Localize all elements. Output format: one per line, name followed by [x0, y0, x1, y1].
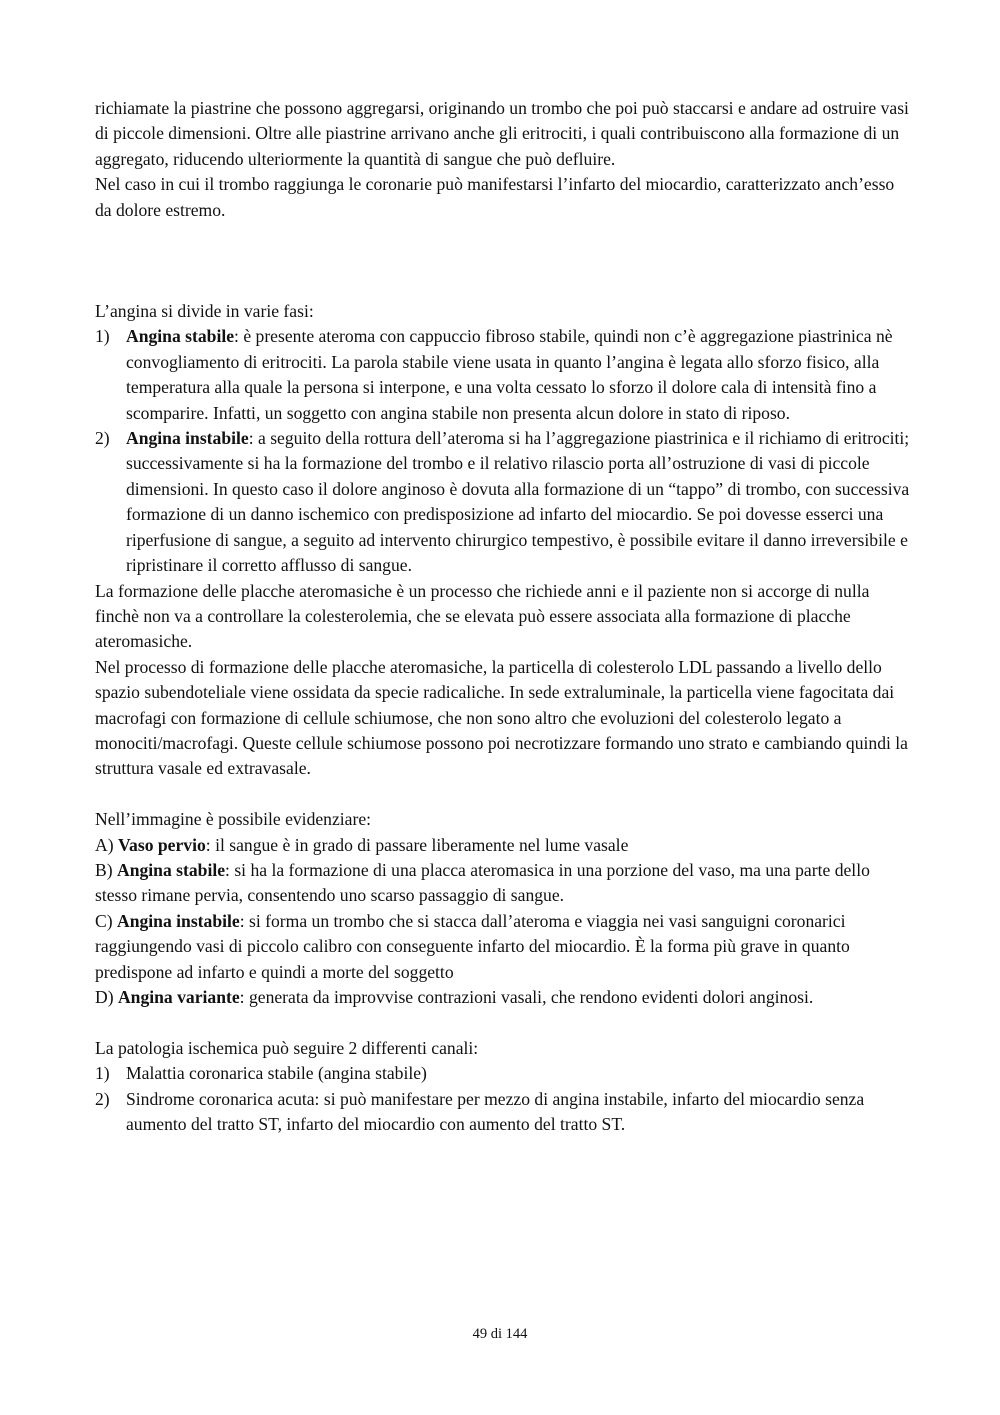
note-letter: B) — [95, 859, 117, 880]
pathology-heading: La patologia ischemica può seguire 2 differenti canali: — [95, 1037, 479, 1058]
list-number: 2) — [95, 1088, 110, 1109]
list-item — [95, 426, 910, 578]
note-term: Angina stabile — [117, 859, 226, 880]
image-note-d — [95, 985, 910, 1010]
intro-paragraph-1: richiamate la piastrine che possono aggregarsi, originando un trombo che poi può staccarsi e andare ad ostruire vasi di piccole dimensioni. Oltre alle piastrine arrivano anche gli eritrociti, i quali contribuiscono alla formazione di un aggregato, riducendo ulteriormente la quantità di sangue che può defluire. — [95, 98, 909, 169]
pathology-list — [95, 1061, 910, 1137]
term-angina-stabile: Angina stabile — [126, 326, 235, 347]
image-note-b — [95, 858, 910, 909]
plaques-paragraph-1: La formazione delle placche ateromasiche è un processo che richiede anni e il paziente non si accorge di nulla finchè non va a controllare la colesterolemia, che se elevata può essere associata alla formazione di placche ateromasiche. — [95, 580, 870, 652]
intro-paragraph-2: Nel caso in cui il trombo raggiunga le coronarie può manifestarsi l’infarto del miocardio, caratterizzato anch’esso da dolore estremo. — [95, 174, 895, 220]
note-text: : si forma un trombo che si stacca dall’ateroma e viaggia nei vasi sanguigni coronarici raggiungendo vasi di piccolo calibro con conseguente infarto del miocardio. È la forma più grave in quanto predispone ad infarto e quindi a morte del soggetto — [95, 910, 850, 982]
note-text: : generata da improvvise contrazioni vasali, che rendono evidenti dolori anginosi. — [239, 986, 814, 1007]
image-notes-heading: Nell’immagine è possibile evidenziare: — [95, 809, 372, 830]
spacer — [95, 1010, 910, 1035]
list-item — [95, 324, 910, 426]
list-item — [95, 1087, 910, 1138]
list-item — [95, 1061, 910, 1086]
spacer — [95, 782, 910, 807]
list-item-text: Sindrome coronarica acuta: si può manifestare per mezzo di angina instabile, infarto del miocardio senza aumento del tratto ST, infarto del miocardio con aumento del tratto ST. — [126, 1088, 865, 1134]
list-number: 1) — [95, 326, 110, 347]
note-term: Vaso pervio — [117, 834, 206, 855]
list-item-text: Malattia coronarica stabile (angina stabile) — [126, 1063, 427, 1084]
note-letter: A) — [95, 834, 118, 855]
note-term: Angina instabile — [117, 910, 240, 931]
phases-list — [95, 324, 910, 578]
note-letter: D) — [95, 986, 118, 1007]
note-text: : il sangue è in grado di passare liberamente nel lume vasale — [205, 834, 629, 855]
phases-heading: L’angina si divide in varie fasi: — [95, 301, 314, 322]
image-note-c — [95, 909, 910, 985]
image-note-a — [95, 833, 910, 858]
list-item-text: : è presente ateroma con cappuccio fibroso stabile, quindi non c’è aggregazione piastrinica nè convogliamento di eritrociti. La parola stabile viene usata in quanto l’angina è legata allo sforzo fisico, alla temperatura alla quale la persona si interpone, e una volta cessato lo sforzo il dolore cala di intensità fino a scomparire. Infatti, un soggetto con angina stabile non presenta alcun dolore in stato di riposo. — [126, 326, 893, 423]
term-angina-instabile: Angina instabile — [126, 428, 249, 449]
list-number: 1) — [95, 1063, 110, 1084]
page-content — [95, 96, 910, 1137]
note-letter: C) — [95, 910, 117, 931]
list-item-text: : a seguito della rottura dell’ateroma si ha l’aggregazione piastrinica e il richiamo di eritrociti; successivamente si ha la formazione del trombo e il relativo rilascio porta all’ostruzione di vasi di piccole dimensioni. In questo caso il dolore anginoso è dovuta alla formazione di un “tappo” di trombo, con successiva formazione di un danno ischemico con predisposizione ad infarto del miocardio. Se poi dovesse esserci una riperfusione di sangue, a seguito ad intervento chirurgico tempestivo, è possibile evitare il danno irreversibile e ripristinare il corretto afflusso di sangue. — [126, 428, 910, 576]
list-number: 2) — [95, 428, 110, 449]
note-term: Angina variante — [117, 986, 240, 1007]
note-text: : si ha la formazione di una placca ateromasica in una porzione del vaso, ma una parte dello stesso rimane pervia, consentendo uno scarso passaggio di sangue. — [95, 859, 870, 906]
page-number: 49 di 144 — [472, 1326, 528, 1342]
spacer — [95, 223, 910, 299]
plaques-paragraph-2: Nel processo di formazione delle placche ateromasiche, la particella di colesterolo LDL passando a livello dello spazio subendoteliale viene ossidata da specie radicaliche. In sede extraluminale, la particella viene fagocitata dai macrofagi con formazione di cellule schiumose, che non sono altro che evoluzioni del colesterolo legato a monociti/macrofagi. Queste cellule schiumose possono poi necrotizzare formando uno strato e cambiando quindi la struttura vasale ed extravasale. — [95, 656, 908, 779]
